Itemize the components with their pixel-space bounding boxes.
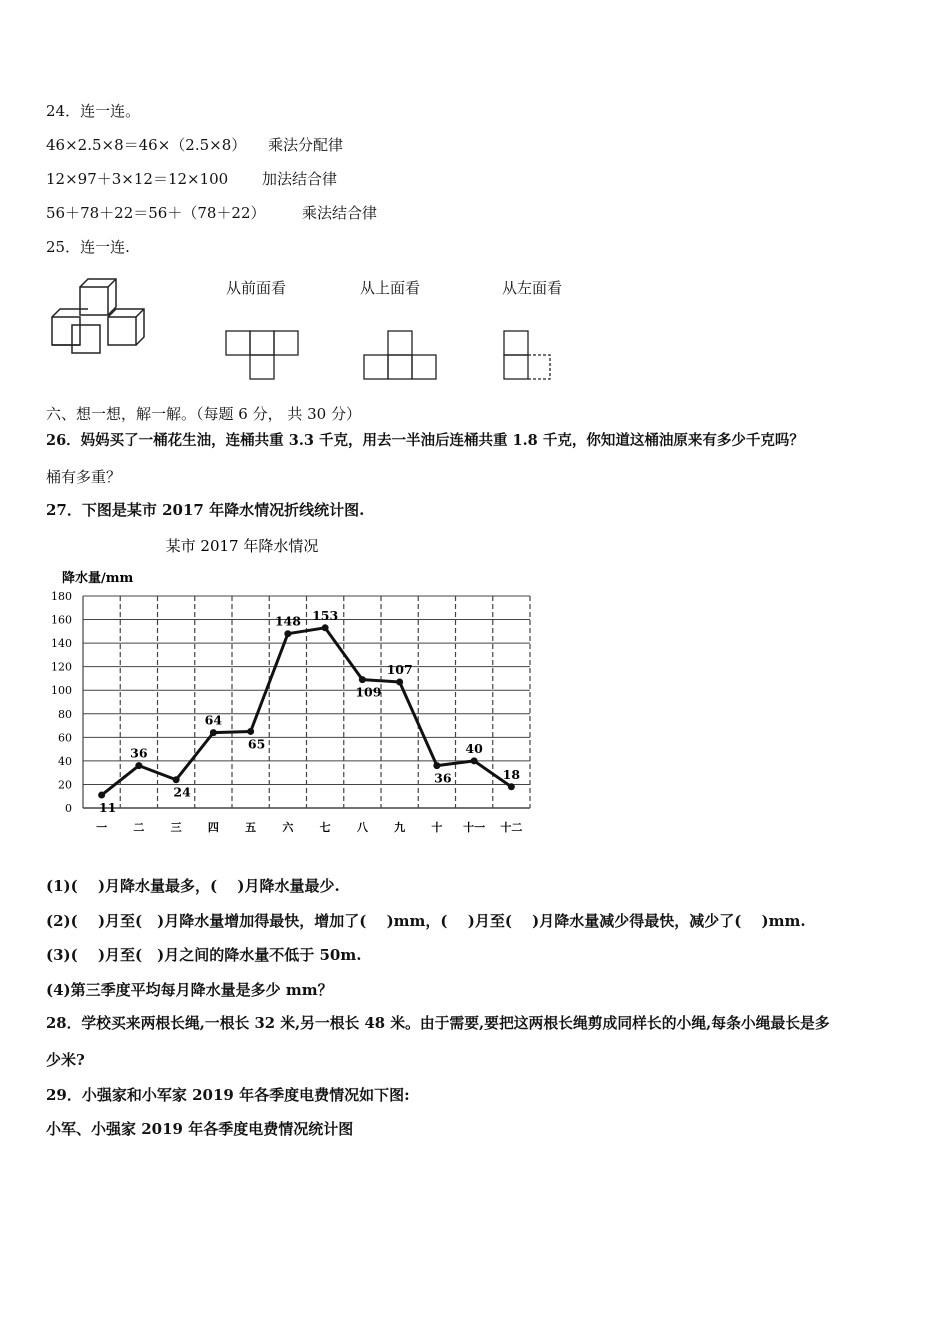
q27-sub-3: (3)( )月至( )月之间的降水量不低于 50m.	[46, 946, 362, 964]
data-label: 36	[130, 745, 148, 761]
q27-sub-4: (4)第三季度平均每月降水量是多少 mm？	[46, 981, 333, 999]
chart-title: 某市 2017 年降水情况	[165, 537, 319, 555]
x-tick-label: 十	[431, 821, 443, 834]
q24-law-2: 加法结合律	[262, 170, 338, 188]
q26-line2: 桶有多重？	[46, 468, 122, 486]
y-tick-label: 40	[58, 754, 72, 768]
data-label: 153	[312, 607, 339, 623]
q24-law-1: 乘法分配律	[268, 136, 344, 154]
data-point	[359, 676, 366, 683]
data-label: 36	[434, 770, 452, 786]
data-label: 109	[355, 684, 382, 700]
x-tick-label: 一	[96, 821, 108, 834]
data-point	[210, 729, 217, 736]
data-point	[322, 624, 329, 631]
x-tick-label: 二	[133, 821, 145, 834]
y-tick-label: 0	[65, 802, 72, 815]
data-point	[396, 678, 403, 685]
x-tick-label: 十二	[500, 821, 523, 834]
data-label: 18	[502, 766, 521, 782]
data-point	[247, 728, 254, 735]
q27-sub-1: (1)( )月降水量最多，( )月降水量最少.	[46, 877, 340, 895]
y-tick-label: 160	[51, 613, 72, 627]
y-tick-label: 180	[51, 590, 72, 603]
x-tick-label: 十一	[463, 821, 486, 834]
q24-title: 24．连一连。	[46, 102, 141, 120]
data-label: 107	[386, 661, 413, 677]
q28-line2: 少米?	[46, 1051, 85, 1069]
x-tick-label: 九	[394, 821, 406, 834]
q25-title: 25．连一连.	[46, 238, 130, 256]
q25-view-front-label: 从前面看	[226, 279, 287, 297]
q24-expr-2: 12×97＋3×12＝12×100	[46, 170, 229, 188]
x-tick-label: 六	[282, 821, 294, 834]
x-tick-label: 五	[245, 821, 257, 834]
data-point	[135, 762, 142, 769]
data-label: 148	[274, 613, 301, 629]
q25-view-left-label: 从左面看	[502, 279, 563, 297]
x-tick-label: 七	[319, 821, 331, 834]
x-tick-label: 四	[207, 821, 219, 834]
q29-chart-title: 小军、小强家 2019 年各季度电费情况统计图	[46, 1120, 354, 1138]
data-point	[433, 762, 440, 769]
q24-expr-1: 46×2.5×8＝46×（2.5×8）	[46, 136, 247, 154]
q29-title: 29．小强家和小军家 2019 年各季度电费情况如下图:	[46, 1086, 410, 1104]
q24-expr-3: 56＋78＋22＝56＋（78＋22）	[46, 204, 266, 222]
q28-line1: 28．学校买来两根长绳,一根长 32 米,另一根长 48 米。由于需要,要把这两根长绳剪成同样长的小绳,每条小绳最长是多	[46, 1015, 830, 1032]
x-tick-label: 八	[356, 821, 368, 834]
y-tick-label: 60	[58, 731, 72, 745]
y-tick-label: 20	[58, 778, 72, 792]
data-label: 11	[98, 800, 117, 816]
data-label: 24	[173, 784, 191, 800]
y-tick-label: 140	[51, 637, 72, 651]
q24-law-3: 乘法结合律	[302, 204, 378, 222]
data-label: 65	[247, 736, 266, 752]
y-tick-label: 120	[51, 660, 72, 674]
y-tick-label: 100	[51, 684, 72, 698]
data-point	[98, 792, 105, 799]
section6-title: 六、想一想，解一解。（每题 6 分， 共 30 分）	[46, 405, 361, 423]
chart-y-axis-label: 降水量/mm	[62, 571, 134, 586]
q27-title: 27．下图是某市 2017 年降水情况折线统计图.	[46, 501, 365, 519]
data-label: 64	[204, 712, 223, 728]
data-point	[284, 630, 291, 637]
data-point	[173, 776, 180, 783]
x-tick-label: 三	[170, 821, 182, 834]
data-point	[508, 783, 515, 790]
q26-line1: 26．妈妈买了一桶花生油，连桶共重 3.3 千克，用去一半油后连桶共重 1.8 千克，你知道这桶油原来有多少千克吗？	[46, 432, 804, 449]
y-tick-label: 80	[58, 707, 72, 721]
data-label: 40	[465, 740, 483, 756]
q25-view-top-label: 从上面看	[360, 279, 421, 297]
data-point	[471, 757, 478, 764]
q27-sub-2: (2)( )月至( )月降水量增加得最快，增加了( )mm，( )月至( )月降水量减少得最快，减少了( )mm.	[46, 912, 806, 930]
